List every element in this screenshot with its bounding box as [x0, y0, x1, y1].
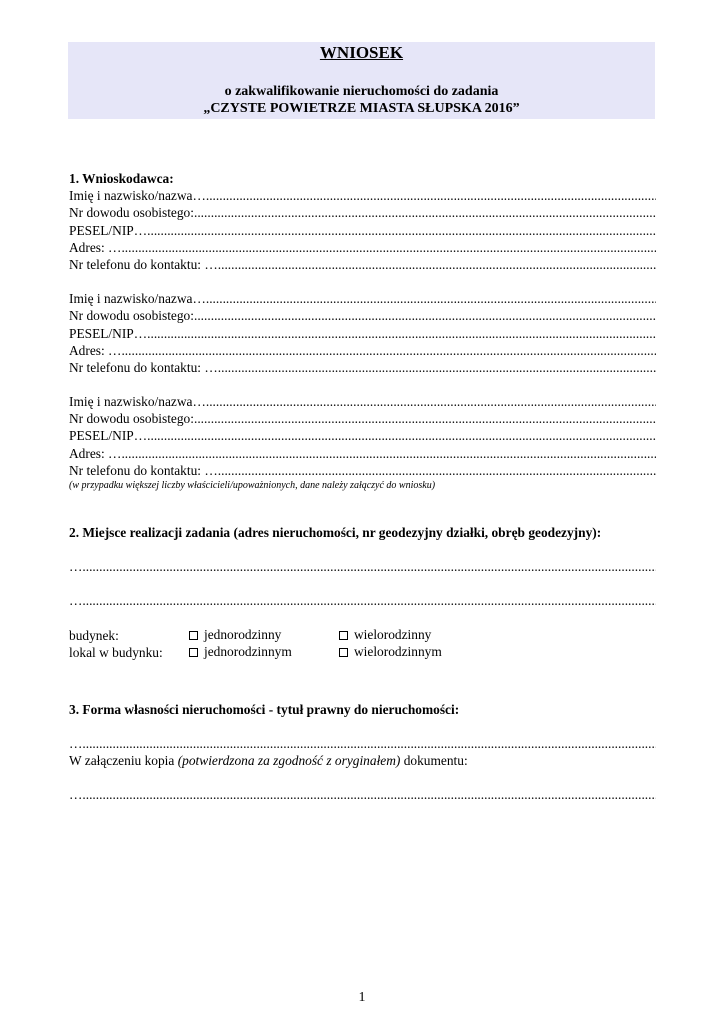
page-number: 1	[358, 990, 366, 1005]
applicant-1-address-field[interactable]	[69, 239, 656, 256]
ownership-field[interactable]	[69, 735, 656, 752]
unit-label: lokal w budynku:	[69, 644, 163, 660]
checkbox-icon[interactable]	[189, 648, 198, 657]
applicant-id-label: Nr dowodu osobistego:	[69, 411, 194, 427]
building-single-family-option[interactable]	[189, 627, 339, 644]
form-title: WNIOSEK	[319, 43, 404, 62]
option-label: jednorodzinny	[204, 627, 282, 643]
building-label: budynek:	[69, 627, 119, 643]
applicant-pesel-label: PESEL/NIP…	[69, 325, 148, 341]
section2-heading: 2. Miejsce realizacji zadania (adres nieruchomości, nr geodezyjny działki, obręb geodezyjny):	[69, 525, 602, 540]
applicants-note: (w przypadku większej liczby właścicieli/upoważnionych, dane należy załączyć do wniosku)	[69, 480, 436, 491]
applicant-id-label: Nr dowodu osobistego:	[69, 308, 194, 324]
applicant-3-pesel-field[interactable]	[69, 427, 656, 444]
applicant-1-id-field[interactable]	[69, 204, 656, 221]
applicant-name-label: Imię i nazwisko/nazwa…	[69, 188, 206, 204]
applicant-address-label: Adres: …	[69, 445, 122, 461]
applicant-pesel-label: PESEL/NIP…	[69, 428, 148, 444]
form-subtitle-line2: „CZYSTE POWIETRZE MIASTA SŁUPSKA 2016”	[203, 101, 520, 116]
applicant-address-label: Adres: …	[69, 342, 122, 358]
applicant-1-name-field[interactable]	[69, 187, 656, 204]
checkbox-icon[interactable]	[339, 648, 348, 657]
applicant-3-address-field[interactable]	[69, 445, 656, 462]
option-label: wielorodzinny	[354, 627, 432, 643]
unit-type-row	[69, 644, 656, 661]
building-type-row	[69, 627, 656, 644]
applicant-1-phone-field[interactable]	[69, 256, 656, 273]
applicant-phone-label: Nr telefonu do kontaktu: …	[69, 359, 218, 375]
ownership-line-prefix: …	[69, 735, 83, 751]
applicant-2-id-field[interactable]	[69, 307, 656, 324]
applicant-2-phone-field[interactable]	[69, 359, 656, 376]
location-line-prefix: …	[69, 593, 83, 609]
checkbox-icon[interactable]	[339, 631, 348, 640]
applicant-phone-label: Nr telefonu do kontaktu: …	[69, 256, 218, 272]
location-line-prefix: …	[69, 559, 83, 575]
attachment-text	[69, 752, 656, 769]
unit-multi-family-option[interactable]	[339, 644, 489, 661]
applicant-address-label: Adres: …	[69, 239, 122, 255]
attachment-text-b: dokumentu:	[400, 752, 468, 768]
form-subtitle-line1: o zakwalifikowanie nieruchomości do zadania	[224, 84, 499, 99]
option-label: wielorodzinnym	[354, 644, 442, 660]
building-multi-family-option[interactable]	[339, 627, 489, 644]
location-field-2[interactable]	[69, 592, 656, 609]
applicant-1-pesel-field[interactable]	[69, 222, 656, 239]
document-line-prefix: …	[69, 787, 83, 803]
section1-heading: 1. Wnioskodawca:	[69, 171, 174, 186]
document-field[interactable]	[69, 786, 656, 803]
applicant-phone-label: Nr telefonu do kontaktu: …	[69, 462, 218, 478]
applicant-3-id-field[interactable]	[69, 410, 656, 427]
form-content	[69, 170, 656, 803]
applicant-id-label: Nr dowodu osobistego:	[69, 205, 194, 221]
applicant-pesel-label: PESEL/NIP…	[69, 222, 148, 238]
section3-heading: 3. Forma własności nieruchomości - tytuł prawny do nieruchomości:	[69, 701, 460, 717]
header-box	[68, 42, 655, 119]
unit-single-family-option[interactable]	[189, 644, 339, 661]
checkbox-icon[interactable]	[189, 631, 198, 640]
applicant-3-name-field[interactable]	[69, 393, 656, 410]
applicant-name-label: Imię i nazwisko/nazwa…	[69, 291, 206, 307]
attachment-text-a: W załączeniu kopia	[69, 752, 178, 768]
applicant-3-phone-field[interactable]	[69, 462, 656, 479]
applicant-2-pesel-field[interactable]	[69, 325, 656, 342]
applicant-name-label: Imię i nazwisko/nazwa…	[69, 394, 206, 410]
option-label: jednorodzinnym	[204, 644, 292, 660]
applicant-2-address-field[interactable]	[69, 342, 656, 359]
location-field-1[interactable]	[69, 558, 656, 575]
attachment-text-italic: (potwierdzona za zgodność z oryginałem)	[177, 752, 401, 768]
applicant-2-name-field[interactable]	[69, 290, 656, 307]
